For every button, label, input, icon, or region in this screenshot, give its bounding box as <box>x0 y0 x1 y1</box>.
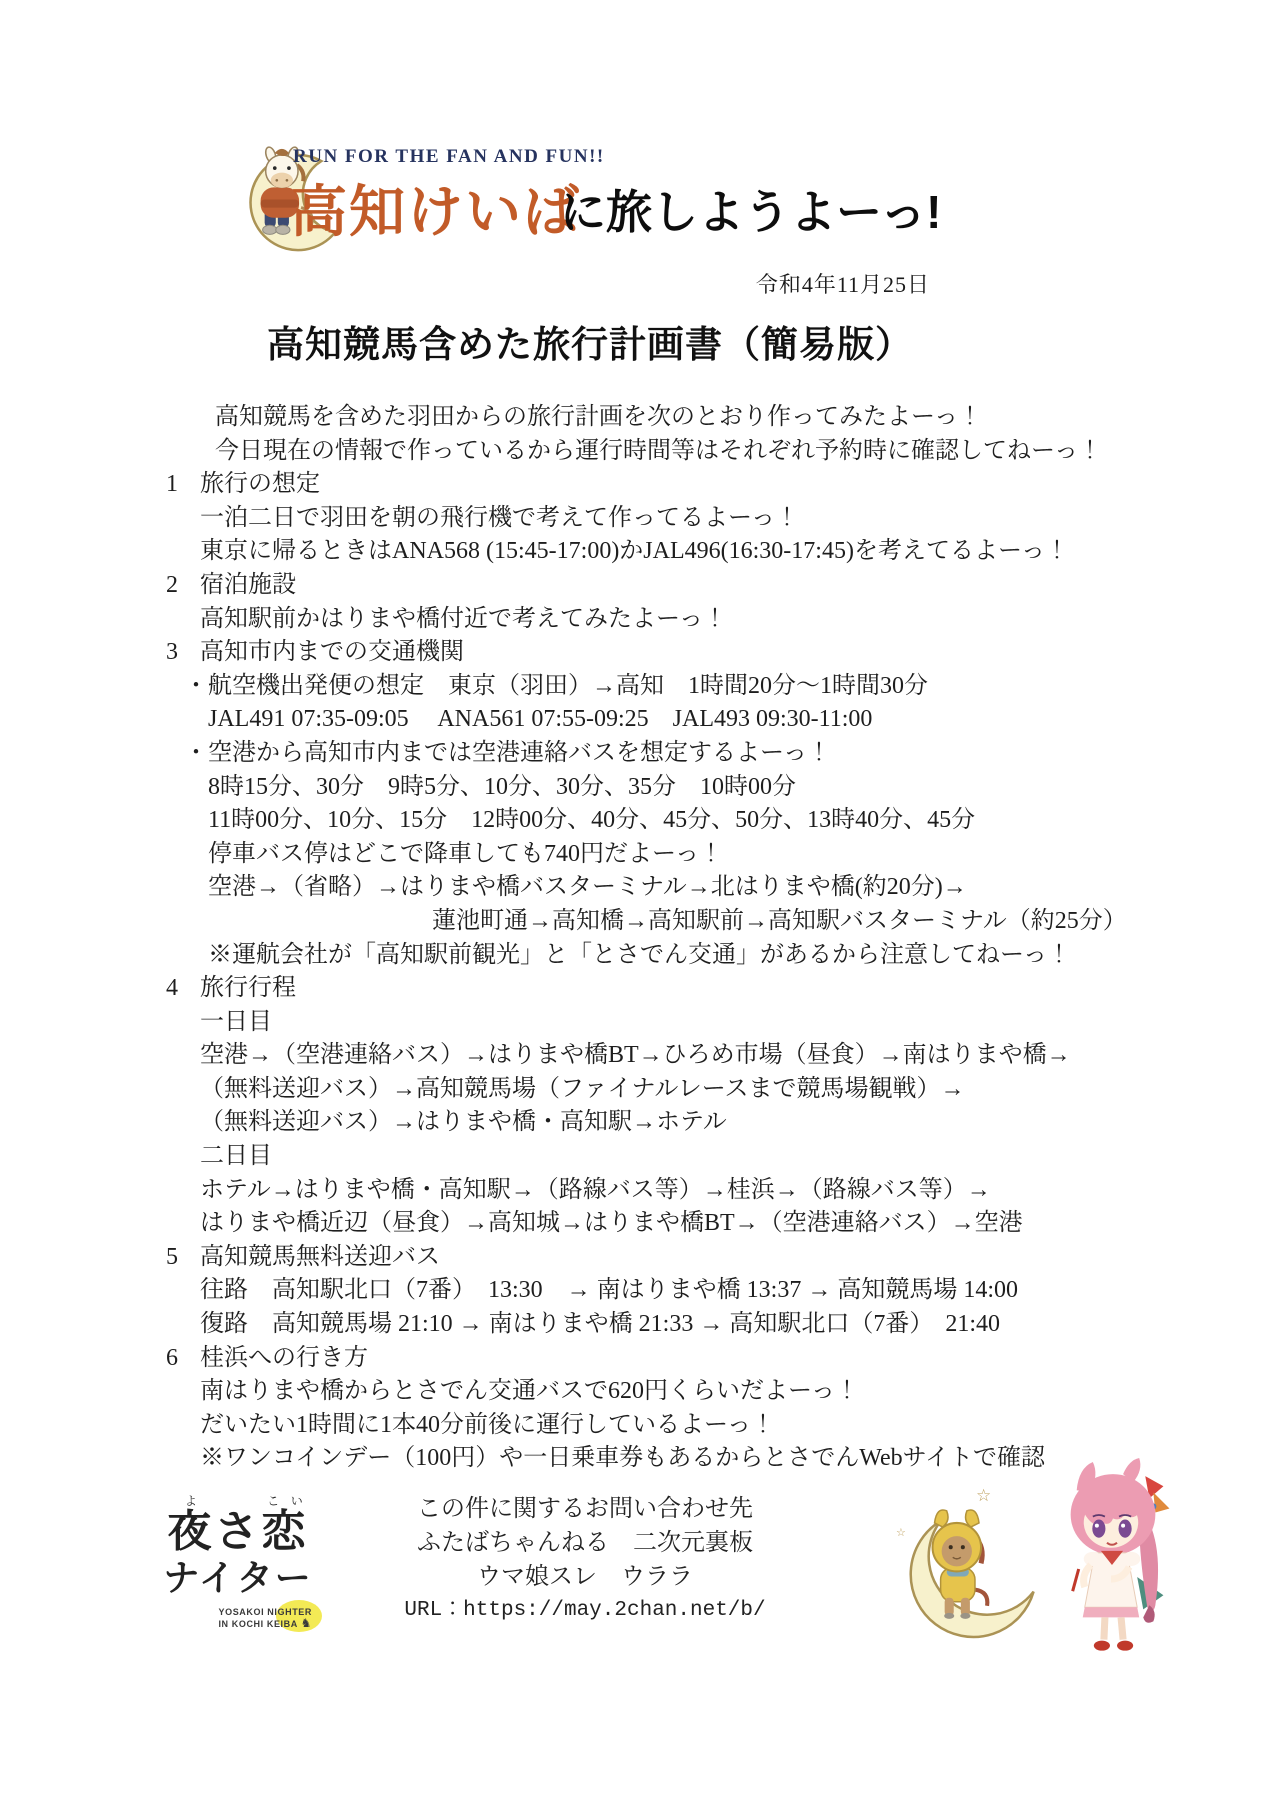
yosakoi-char-yo: 夜よ <box>167 1494 215 1556</box>
section-number: 4 <box>166 975 178 1002</box>
section-heading <box>160 1241 1220 1275</box>
section-title: 宿泊施設 <box>200 571 296 598</box>
section-number: 5 <box>166 1243 178 1270</box>
doc-line: ※運航会社が「高知駅前観光」と「とさでん交通」があるから注意してねーっ！ <box>208 941 1072 968</box>
section-heading <box>160 569 1220 603</box>
contact-block <box>365 1492 805 1628</box>
document-title: 高知競馬含めた旅行計画書（簡易版） <box>267 325 913 366</box>
plush-horse-moon-illustration <box>882 1488 1074 1666</box>
section-title: 高知競馬無料送迎バス <box>200 1243 440 1270</box>
section-number: 6 <box>166 1344 178 1371</box>
contact-heading: この件に関するお問い合わせ先 <box>417 1496 753 1522</box>
section-heading <box>160 636 1220 670</box>
star-icon: ☆ <box>976 1486 992 1505</box>
doc-line: 東京に帰るときはANA568 (15:45-17:00)かJAL496(16:30-17:45)を考えてるよーっ！ <box>200 538 1069 565</box>
doc-line: 高知駅前かはりまや橋付近で考えてみたよーっ！ <box>200 605 728 632</box>
section-number: 3 <box>166 639 178 666</box>
section-title: 高知市内までの交通機関 <box>200 639 464 666</box>
section-number: 1 <box>166 471 178 498</box>
brand-logotype: 高知けいば <box>291 180 581 243</box>
contact-thread: ウマ娘スレ ウララ <box>477 1564 693 1590</box>
doc-line: 停車バス停はどこで降車しても740円だよーっ！ <box>208 840 724 867</box>
yosakoi-logo-caption <box>150 1607 326 1630</box>
yosakoi-char-sa: さ <box>214 1507 262 1556</box>
yosakoi-char-koi: 恋こい <box>261 1494 309 1556</box>
section-title: 旅行の想定 <box>200 471 320 498</box>
yosakoi-logo-main-text <box>150 1494 326 1559</box>
catch-phrase: に旅しようよーっ! <box>560 186 942 238</box>
section-number: 2 <box>166 571 178 598</box>
document-body <box>160 401 1220 1476</box>
yosakoi-caption-line2: IN KOCHI KEIBA ♞ <box>218 1615 312 1630</box>
section-title: 桂浜への行き方 <box>200 1344 368 1371</box>
uma-musume-urara-illustration <box>1048 1456 1180 1688</box>
document-date: 令和4年11月25日 <box>755 272 930 297</box>
logo-tagline: RUN FOR THE FAN AND FUN!! <box>293 146 605 167</box>
yosakoi-logo-nighter-text: ナイター <box>163 1558 313 1598</box>
doc-line: ホテル→はりまや橋・高知駅→（路線バス等）→桂浜→（路線バス等）→ <box>200 1176 991 1203</box>
doc-line: （無料送迎バス）→高知競馬場（ファイナルレースまで競馬場観戦）→ <box>200 1075 965 1102</box>
yosakoi-caption-line1: YOSAKOI NIGHTER <box>218 1606 312 1617</box>
section-title: 旅行行程 <box>200 975 296 1002</box>
doc-line: （無料送迎バス）→はりまや橋・高知駅→ホテル <box>200 1109 727 1136</box>
doc-line: だいたい1時間に1本40分前後に運行しているよーっ！ <box>200 1411 776 1438</box>
contact-url: URL：https://may.2chan.net/b/ <box>404 1599 766 1622</box>
doc-line: 一泊二日で羽田を朝の飛行機で考えて作ってるよーっ！ <box>200 504 800 531</box>
doc-line: 8時15分、30分 9時5分、10分、30分、35分 10時00分 <box>208 773 796 800</box>
horse-silhouette-icon: ♞ <box>300 1615 312 1630</box>
star-icon: ☆ <box>896 1527 906 1539</box>
doc-line: 高知競馬を含めた羽田からの旅行計画を次のとおり作ってみたよーっ！ <box>215 404 983 430</box>
yosakoi-nighter-logo <box>150 1494 326 1630</box>
section-heading <box>160 972 1220 1006</box>
doc-line: ※ワンコインデー（100円）や一日乗車券もあるからとさでんWebサイトで確認 <box>200 1445 1045 1472</box>
doc-line: 南はりまや橋からとさでん交通バスで620円くらいだよーっ！ <box>200 1378 860 1405</box>
contact-board: ふたばちゃんねる 二次元裏板 <box>417 1530 753 1556</box>
section-heading <box>160 1342 1220 1376</box>
section-heading <box>160 468 1220 502</box>
doc-line: 空港→（省略）→はりまや橋バスターミナル→北はりまや橋(約20分)→ <box>208 874 967 901</box>
doc-line: 一日目 <box>200 1008 272 1035</box>
doc-line: はりまや橋近辺（昼食）→高知城→はりまや橋BT→（空港連絡バス）→空港 <box>200 1210 1023 1237</box>
doc-line: ・航空機出発便の想定 東京（羽田）→高知 1時間20分～1時間30分 <box>184 672 928 699</box>
doc-line: 復路 高知競馬場 21:10 → 南はりまや橋 21:33 → 高知駅北口（7番） 21:40 <box>200 1311 1001 1338</box>
doc-line: ・空港から高知市内までは空港連絡バスを想定するよーっ！ <box>184 739 832 766</box>
doc-line: 往路 高知駅北口（7番） 13:30 → 南はりまや橋 13:37 → 高知競馬場 14:00 <box>200 1277 1019 1304</box>
doc-line: 11時00分、10分、15分 12時00分、40分、45分、50分、13時40分、45分 <box>208 807 976 834</box>
doc-line: 二日目 <box>200 1143 272 1170</box>
doc-line: 今日現在の情報で作っているから運行時間等はそれぞれ予約時に確認してねーっ！ <box>215 437 1103 464</box>
doc-line: 空港→（空港連絡バス）→はりまや橋BT→ひろめ市場（昼食）→南はりまや橋→ <box>200 1042 1071 1069</box>
doc-line: JAL491 07:35-09:05 ANA561 07:55-09:25 JAL493 09:30-11:00 <box>208 706 873 733</box>
doc-line: 蓮池町通→高知橋→高知駅前→高知駅バスターミナル（約25分） <box>432 907 1127 934</box>
